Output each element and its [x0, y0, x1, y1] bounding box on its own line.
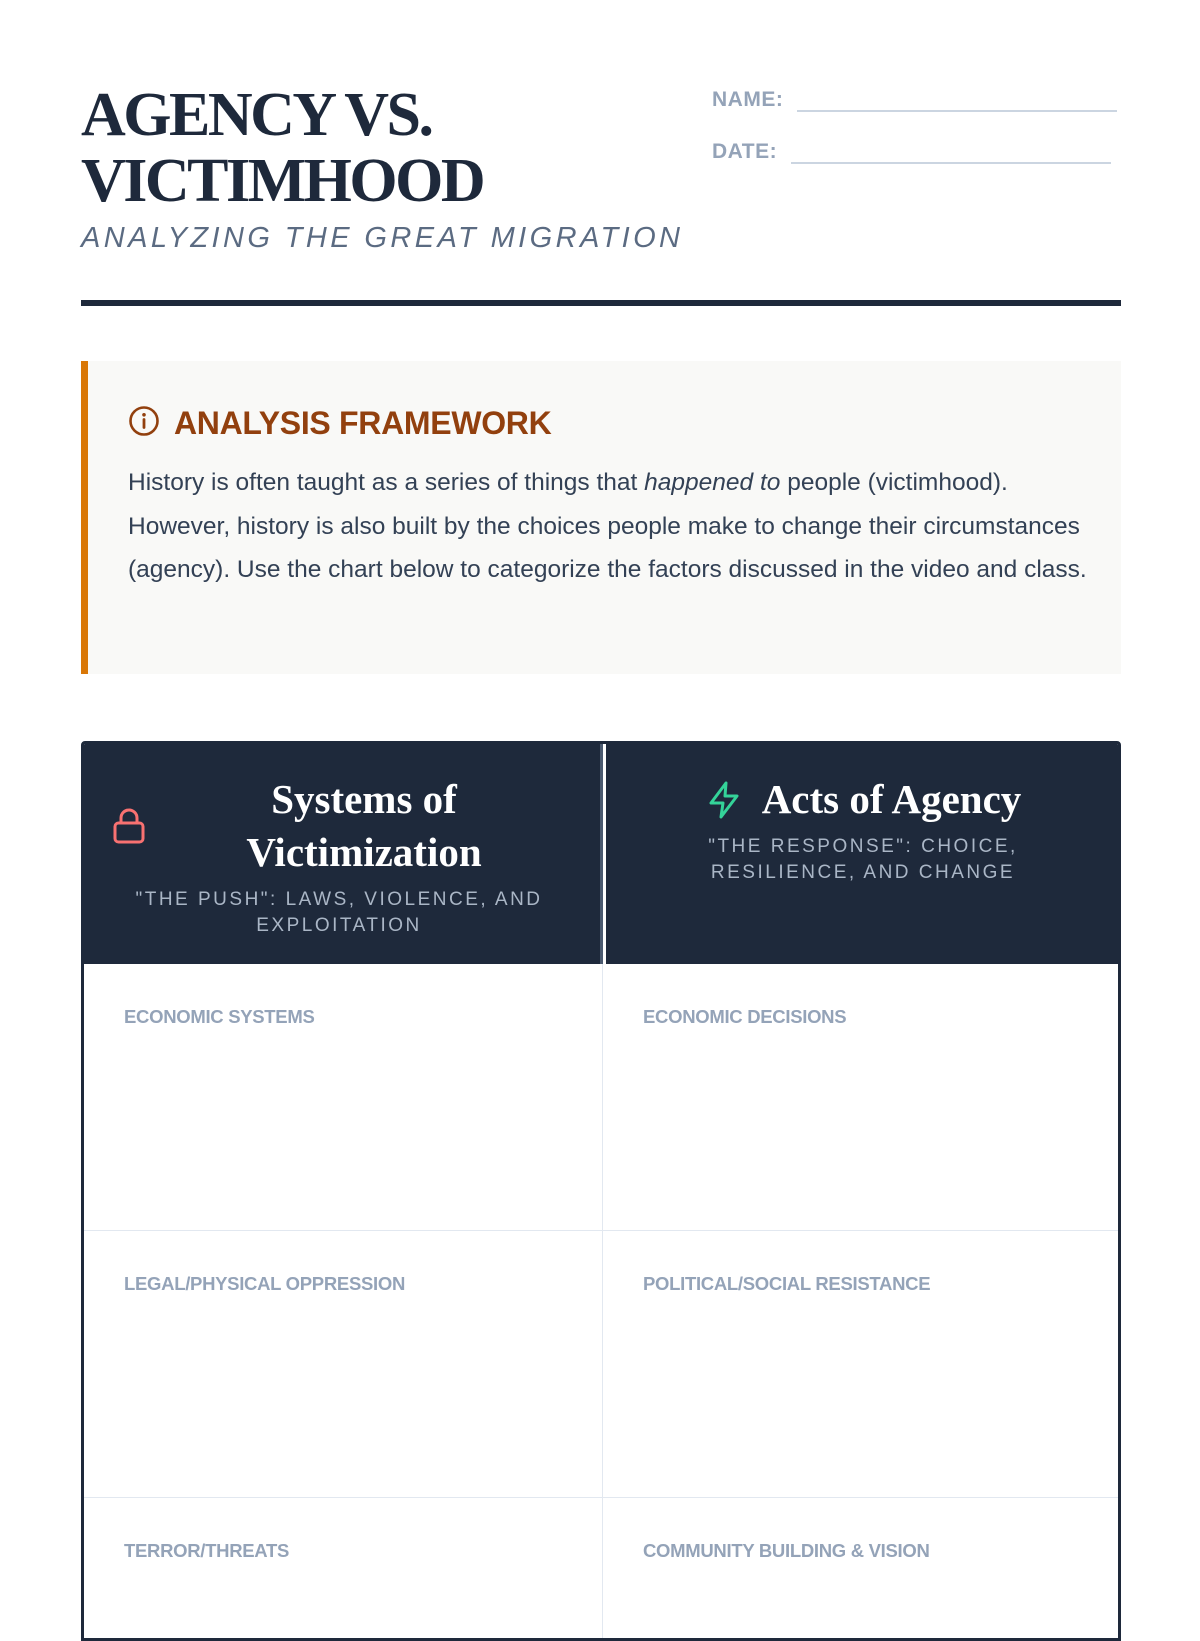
lightning-icon	[706, 781, 742, 819]
framework-text	[128, 461, 1088, 592]
victimization-title-line-1: Systems of	[271, 776, 457, 822]
cell-economic-systems[interactable]	[84, 964, 603, 1231]
column-header-victimization	[84, 744, 603, 964]
date-line[interactable]	[791, 140, 1111, 164]
cell-terror-threats[interactable]	[84, 1498, 603, 1641]
cell-economic-decisions[interactable]	[603, 964, 1121, 1231]
framework-title: ANALYSIS FRAMEWORK	[174, 405, 552, 441]
page-title	[81, 82, 681, 214]
cell-legal-physical-oppression[interactable]	[84, 1231, 603, 1498]
cell-label: ECONOMIC SYSTEMS	[124, 1006, 315, 1027]
framework-text-start: History is often taught as a series of things that	[128, 469, 645, 496]
name-label: NAME:	[712, 88, 784, 111]
agency-subtitle: "THE RESPONSE": CHOICE, RESILIENCE, AND CHANGE	[708, 836, 1018, 883]
date-field[interactable]	[712, 140, 1111, 164]
info-icon	[128, 405, 160, 442]
cell-label: TERROR/THREATS	[124, 1540, 290, 1561]
cell-community-building[interactable]	[603, 1498, 1121, 1641]
title-line-1: AGENCY VS.	[81, 81, 432, 149]
cell-label: POLITICAL/SOCIAL RESISTANCE	[643, 1273, 931, 1294]
worksheet-header	[81, 82, 1121, 312]
analysis-chart	[81, 741, 1121, 1641]
agency-heading	[606, 773, 1121, 826]
lock-icon	[111, 807, 147, 850]
date-label: DATE:	[712, 140, 778, 163]
column-header-agency	[606, 744, 1121, 964]
cell-label: COMMUNITY BUILDING & VISION	[643, 1540, 930, 1561]
title-line-2: VICTIMHOOD	[81, 147, 484, 215]
name-line[interactable]	[797, 88, 1117, 112]
agency-title: Acts of Agency	[761, 776, 1022, 822]
page-subtitle: ANALYZING THE GREAT MIGRATION	[81, 222, 684, 254]
cell-label: ECONOMIC DECISIONS	[643, 1006, 847, 1027]
framework-heading	[128, 405, 551, 442]
victimization-subtitle: "THE PUSH": LAWS, VIOLENCE, AND EXPLOITATION	[135, 889, 543, 936]
framework-text-emphasis: happened to	[644, 469, 781, 496]
framework-text-end: people (victimhood). However, history is also built by the choices people make to change their circumstances (agency). Use the chart below to categorize the factors discussed in the video and class.	[128, 469, 1087, 583]
victimization-title-line-2: Victimization	[246, 829, 482, 875]
header-divider	[81, 300, 1121, 306]
name-field[interactable]	[712, 88, 1117, 112]
cell-political-social-resistance[interactable]	[603, 1231, 1121, 1498]
cell-label: LEGAL/PHYSICAL OPPRESSION	[124, 1273, 406, 1294]
analysis-framework-box	[81, 361, 1121, 674]
victimization-title	[164, 773, 564, 879]
